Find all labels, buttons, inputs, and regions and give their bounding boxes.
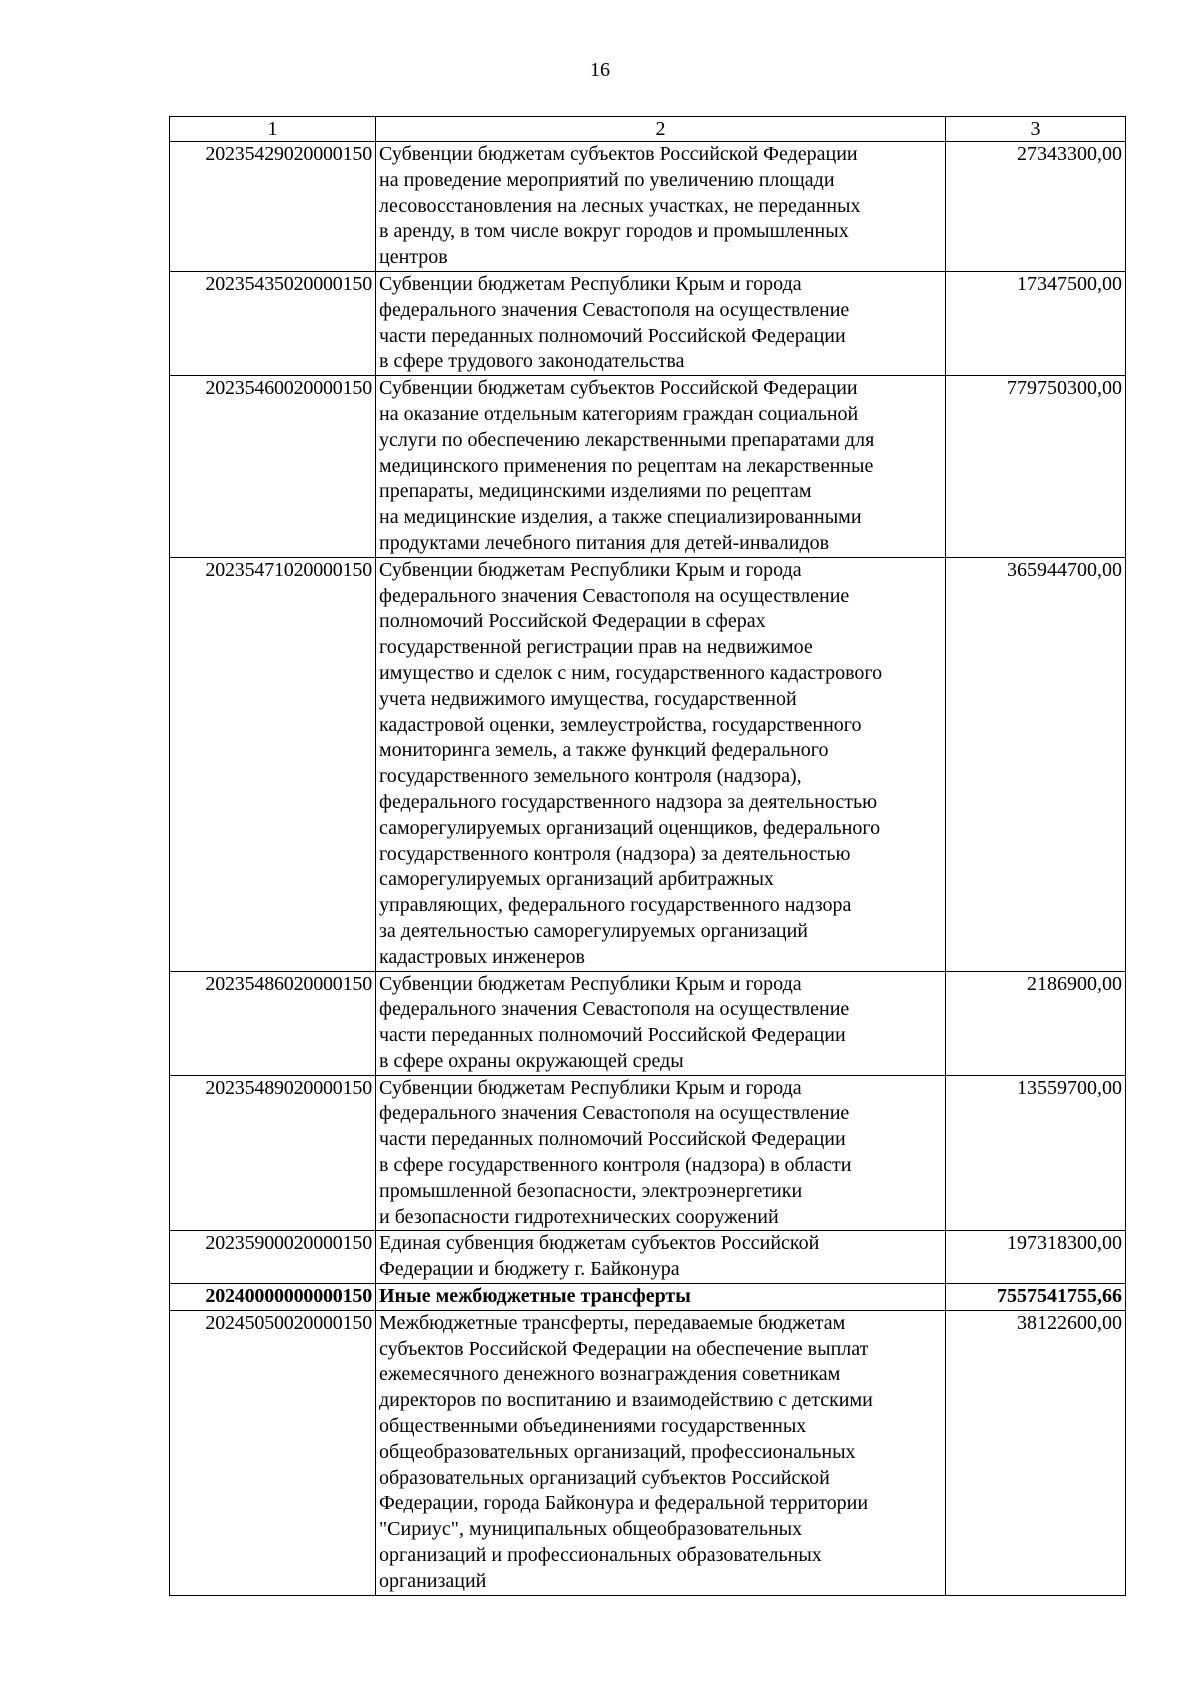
budget-amount-cell: 2186900,00 [946,971,1126,1075]
budget-name-line: в сфере трудового законодательства [379,350,685,373]
table-row [170,971,1126,1075]
budget-name-cell [376,142,946,272]
budget-name-line: кадастровой оценки, землеустройства, государственного [379,713,862,736]
budget-name-line: части переданных полномочий Российской Федерации [379,1024,846,1047]
budget-name-line: Субвенции бюджетам Республики Крым и города [379,272,802,295]
budget-code-cell: 20235486020000150 [170,971,376,1075]
table-header-row [170,117,1126,142]
budget-code-cell: 20235460020000150 [170,376,376,558]
budget-table [169,116,1126,1596]
budget-name-line: Иные межбюджетные трансферты [379,1285,691,1308]
table-row [170,1284,1126,1311]
budget-name-line: организаций и профессиональных образовательных [379,1544,822,1567]
budget-name-line: на медицинские изделия, а также специализированными [379,506,862,529]
budget-name-line: мониторинга земель, а также функций федерального [379,739,829,762]
budget-name-line: услуги по обеспечению лекарственными препаратами для [379,428,875,451]
budget-amount-cell: 197318300,00 [946,1231,1126,1284]
budget-name-line: Субвенции бюджетам Республики Крым и города [379,1076,802,1099]
budget-name-line: организаций [379,1569,487,1592]
budget-name-cell [376,971,946,1075]
budget-name-cell [376,1231,946,1284]
budget-name-line: Субвенции бюджетам субъектов Российской Федерации [379,143,858,165]
budget-name-cell [376,557,946,971]
budget-name-line: части переданных полномочий Российской Федерации [379,324,846,347]
budget-name-line: субъектов Российской Федерации на обеспечение выплат [379,1337,869,1360]
budget-name-line: кадастровых инженеров [379,945,585,968]
budget-name-cell [376,271,946,375]
table-row [170,271,1126,375]
table-row [170,1231,1126,1284]
table-row [170,142,1126,272]
budget-name-line: Субвенции бюджетам субъектов Российской Федерации [379,377,858,400]
budget-code-cell: 20235489020000150 [170,1075,376,1231]
budget-name-cell [376,376,946,558]
budget-amount-cell: 779750300,00 [946,376,1126,558]
budget-amount-cell: 17347500,00 [946,271,1126,375]
budget-name-line: государственной регистрации прав на недвижимое [379,636,813,659]
budget-name-line: части переданных полномочий Российской Федерации [379,1128,846,1151]
budget-name-line: федерального государственного надзора за деятельностью [379,790,878,813]
budget-name-line: Федерации, города Байконура и федеральной территории [379,1492,869,1515]
budget-name-line: Единая субвенция бюджетам субъектов Российской [379,1232,820,1255]
column-header-2: 2 [376,117,946,142]
budget-name-line: федерального значения Севастополя на осуществление [379,298,850,321]
budget-name-line: на оказание отдельным категориям граждан социальной [379,402,859,425]
budget-code-cell: 20235900020000150 [170,1231,376,1284]
budget-name-line: государственного земельного контроля (надзора), [379,765,802,788]
budget-name-line: Межбюджетные трансферты, передаваемые бюджетам [379,1311,846,1334]
budget-name-line: федерального значения Севастополя на осуществление [379,998,850,1021]
page-number: 16 [590,59,610,81]
budget-name-line: Федерации и бюджету г. Байконура [379,1258,680,1281]
budget-name-line: и безопасности гидротехнических сооружений [379,1205,779,1228]
budget-name-line: в аренду, в том числе вокруг городов и промышленных [379,220,849,243]
budget-name-line: полномочий Российской Федерации в сферах [379,610,766,633]
budget-name-line: общеобразовательных организаций, профессиональных [379,1440,856,1463]
budget-name-line: лесовосстановления на лесных участках, не переданных [379,194,861,217]
budget-name-cell [376,1310,946,1595]
budget-code-cell: 20245050020000150 [170,1310,376,1595]
table-row [170,376,1126,558]
table-body [170,142,1126,1596]
budget-code-cell: 20235435020000150 [170,271,376,375]
budget-name-line: на проведение мероприятий по увеличению площади [379,168,835,191]
budget-name-line: саморегулируемых организаций оценщиков, федерального [379,816,881,839]
budget-code-cell: 20240000000000150 [170,1284,376,1311]
budget-name-line: в сфере государственного контроля (надзора) в области [379,1154,852,1177]
table-row [170,1310,1126,1595]
budget-name-line: продуктами лечебного питания для детей-инвалидов [379,531,830,554]
budget-name-line: федерального значения Севастополя на осуществление [379,584,850,607]
column-header-1: 1 [170,117,376,142]
budget-name-line: учета недвижимого имущества, государственной [379,687,797,710]
budget-amount-cell: 365944700,00 [946,557,1126,971]
budget-name-line: ежемесячного денежного вознаграждения советникам [379,1363,841,1386]
budget-name-line: управляющих, федерального государственного надзора [379,894,852,917]
budget-name-line: в сфере охраны окружающей среды [379,1049,684,1072]
budget-name-line: "Сириус", муниципальных общеобразовательных [379,1518,803,1541]
budget-name-line: образовательных организаций субъектов Российской [379,1466,830,1489]
table-row [170,1075,1126,1231]
budget-name-cell [376,1075,946,1231]
budget-name-line: государственного контроля (надзора) за деятельностью [379,842,851,865]
budget-name-line: промышленной безопасности, электроэнергетики [379,1179,803,1202]
budget-code-cell: 20235429020000150 [170,142,376,272]
budget-name-line: препараты, медицинскими изделиями по рецептам [379,480,812,503]
budget-name-line: директоров по воспитанию и взаимодействию с детскими [379,1389,873,1412]
budget-amount-cell: 13559700,00 [946,1075,1126,1231]
budget-amount-cell: 38122600,00 [946,1310,1126,1595]
budget-name-line: центров [379,246,448,269]
budget-name-line: Субвенции бюджетам Республики Крым и города [379,558,802,581]
column-header-3: 3 [946,117,1126,142]
budget-name-line: общественными объединениями государственных [379,1415,807,1438]
budget-name-line: медицинского применения по рецептам на лекарственные [379,454,874,477]
budget-name-cell [376,1284,946,1311]
budget-code-cell: 20235471020000150 [170,557,376,971]
table-row [170,557,1126,971]
budget-amount-cell: 27343300,00 [946,142,1126,272]
budget-name-line: саморегулируемых организаций арбитражных [379,868,774,891]
budget-name-line: за деятельностью саморегулируемых организаций [379,919,808,942]
budget-name-line: имущество и сделок с ним, государственного кадастрового [379,661,883,684]
budget-name-line: федерального значения Севастополя на осуществление [379,1102,850,1125]
budget-amount-cell: 7557541755,66 [946,1284,1126,1311]
budget-name-line: Субвенции бюджетам Республики Крым и города [379,972,802,995]
